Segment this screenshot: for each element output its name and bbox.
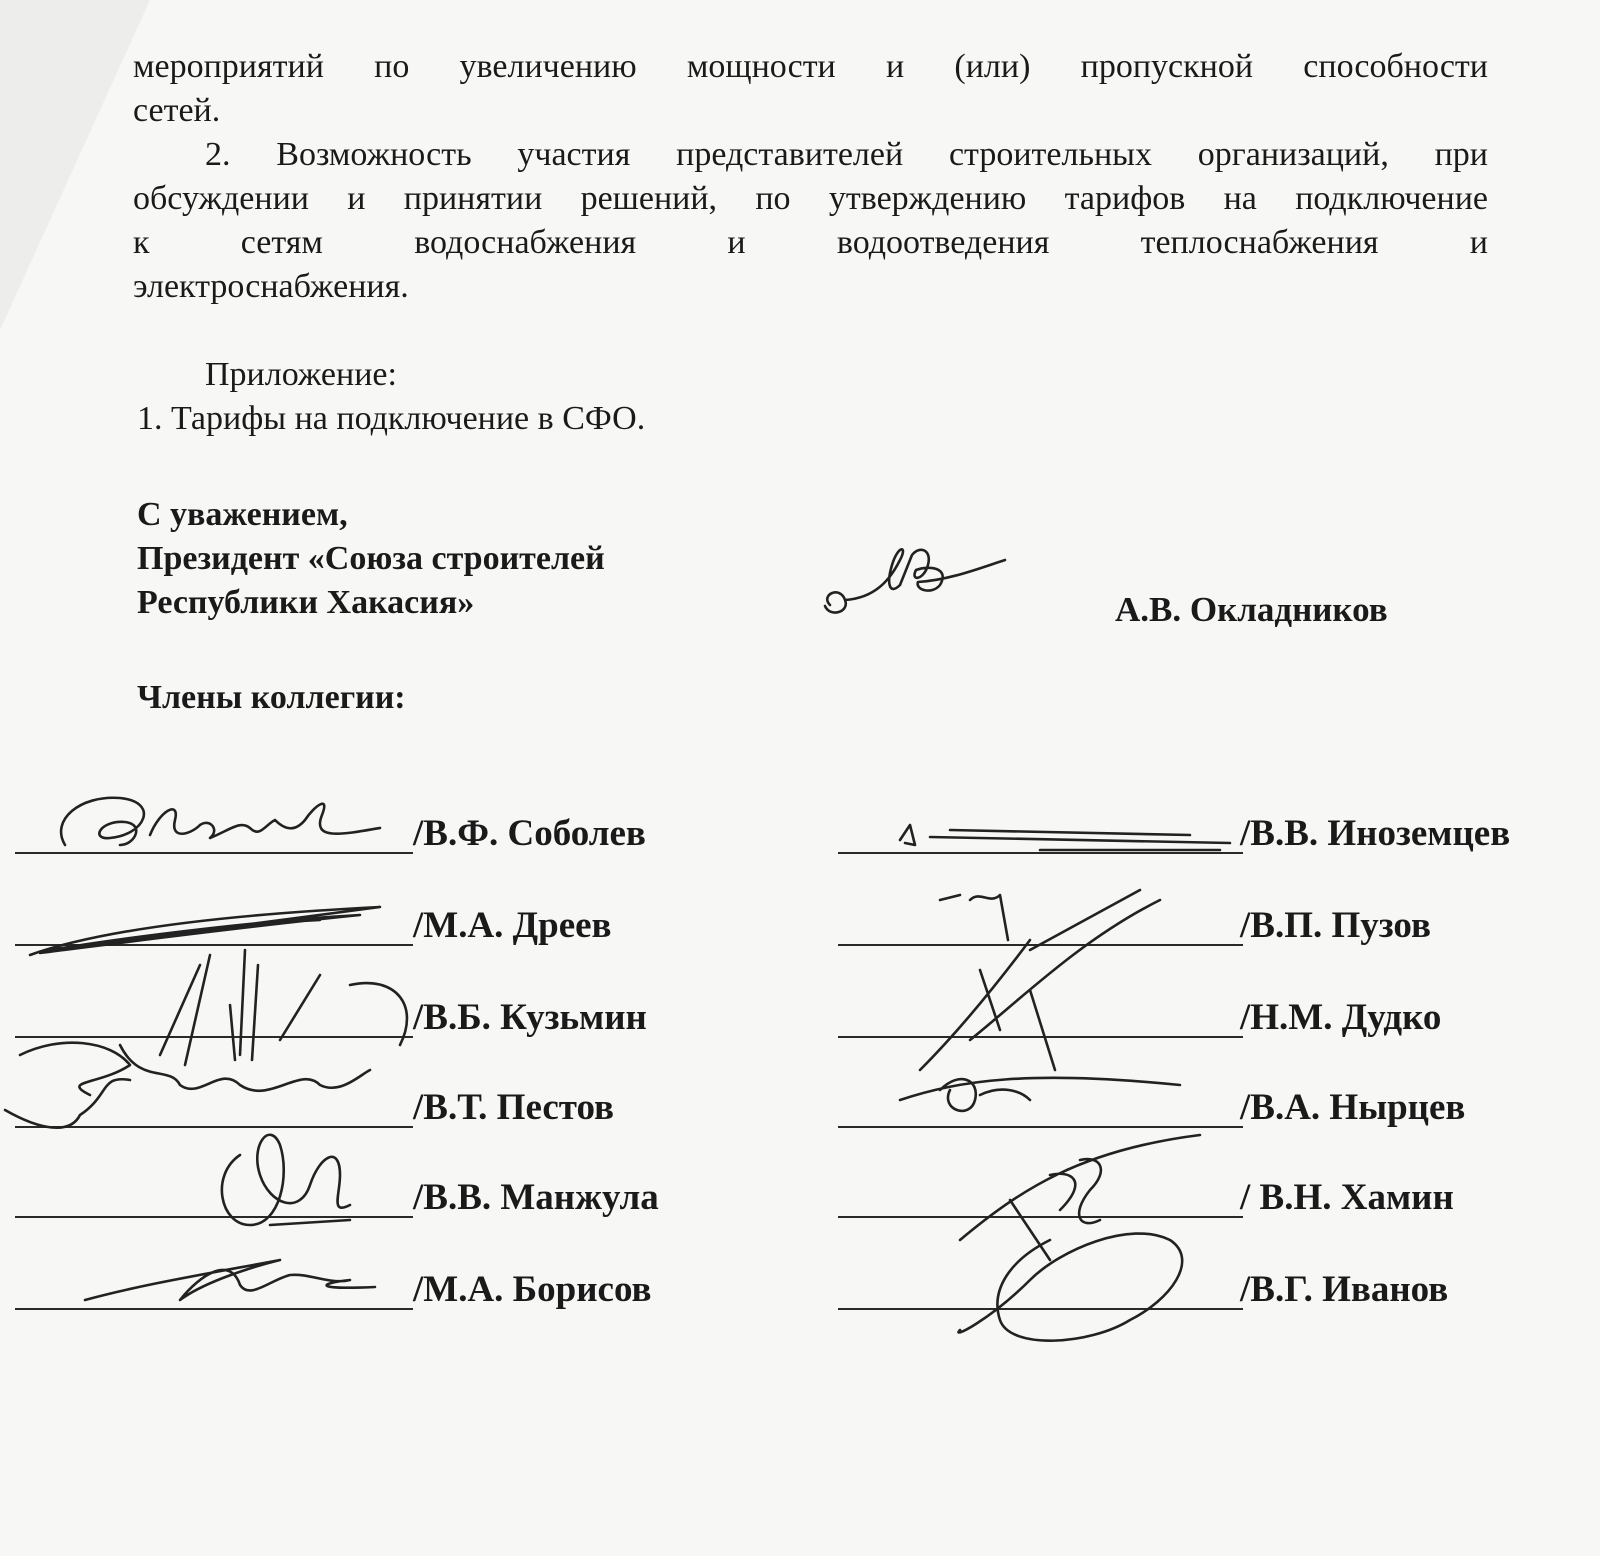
appendix-heading: Приложение:: [205, 356, 397, 393]
board-member-name: /В.В. Иноземцев: [1240, 813, 1511, 854]
closing-regards: С уважением,: [137, 496, 348, 533]
body-line-1: мероприятий по увеличению мощности и (или) пропускной способности: [133, 48, 1488, 85]
position-line-2: Республики Хакасия»: [137, 584, 475, 621]
item2-line-1: 2. Возможность участия представителей строительных организаций, при: [205, 136, 1488, 173]
board-member-name: /В.Б. Кузьмин: [413, 997, 647, 1038]
signature-manzhula: [200, 1115, 380, 1255]
item2-line-4: электроснабжения.: [133, 268, 409, 305]
board-member-name: /В.В. Манжула: [413, 1177, 659, 1218]
board-member-name: /В.А. Нырцев: [1240, 1087, 1466, 1128]
board-member-name: /В.П. Пузов: [1240, 905, 1431, 946]
position-line-1: Президент «Союза строителей: [137, 540, 605, 577]
signature-khamin-ivanov: [930, 1130, 1250, 1360]
board-member-name: / В.Н. Хамин: [1240, 1177, 1454, 1218]
president-signature: [820, 540, 1020, 640]
board-member-name: /М.А. Дреев: [413, 905, 612, 946]
board-member-name: /В.Ф. Соболев: [413, 813, 646, 854]
board-member-name: /Н.М. Дудко: [1240, 997, 1442, 1038]
item2-line-2: обсуждении и принятии решений, по утверждению тарифов на подключение: [133, 180, 1488, 217]
signature-puzov-dudko-nyrtsev: [880, 880, 1210, 1160]
signature-inozemtsev: [890, 815, 1240, 865]
signature-borisov: [80, 1245, 380, 1315]
president-name: А.В. Окладников: [1115, 590, 1388, 629]
board-member-name: /В.Г. Иванов: [1240, 1269, 1449, 1310]
board-heading: Члены коллегии:: [137, 679, 406, 716]
paper-fold-shade: [0, 0, 150, 330]
appendix-item-1: 1. Тарифы на подключение в СФО.: [137, 400, 646, 437]
body-line-2: сетей.: [133, 92, 221, 129]
signature-sobolev: [50, 790, 390, 870]
item2-line-3: к сетям водоснабжения и водоотведения теплоснабжения и: [133, 224, 1488, 261]
board-member-name: /М.А. Борисов: [413, 1269, 652, 1310]
board-member-name: /В.Т. Пестов: [413, 1087, 615, 1128]
